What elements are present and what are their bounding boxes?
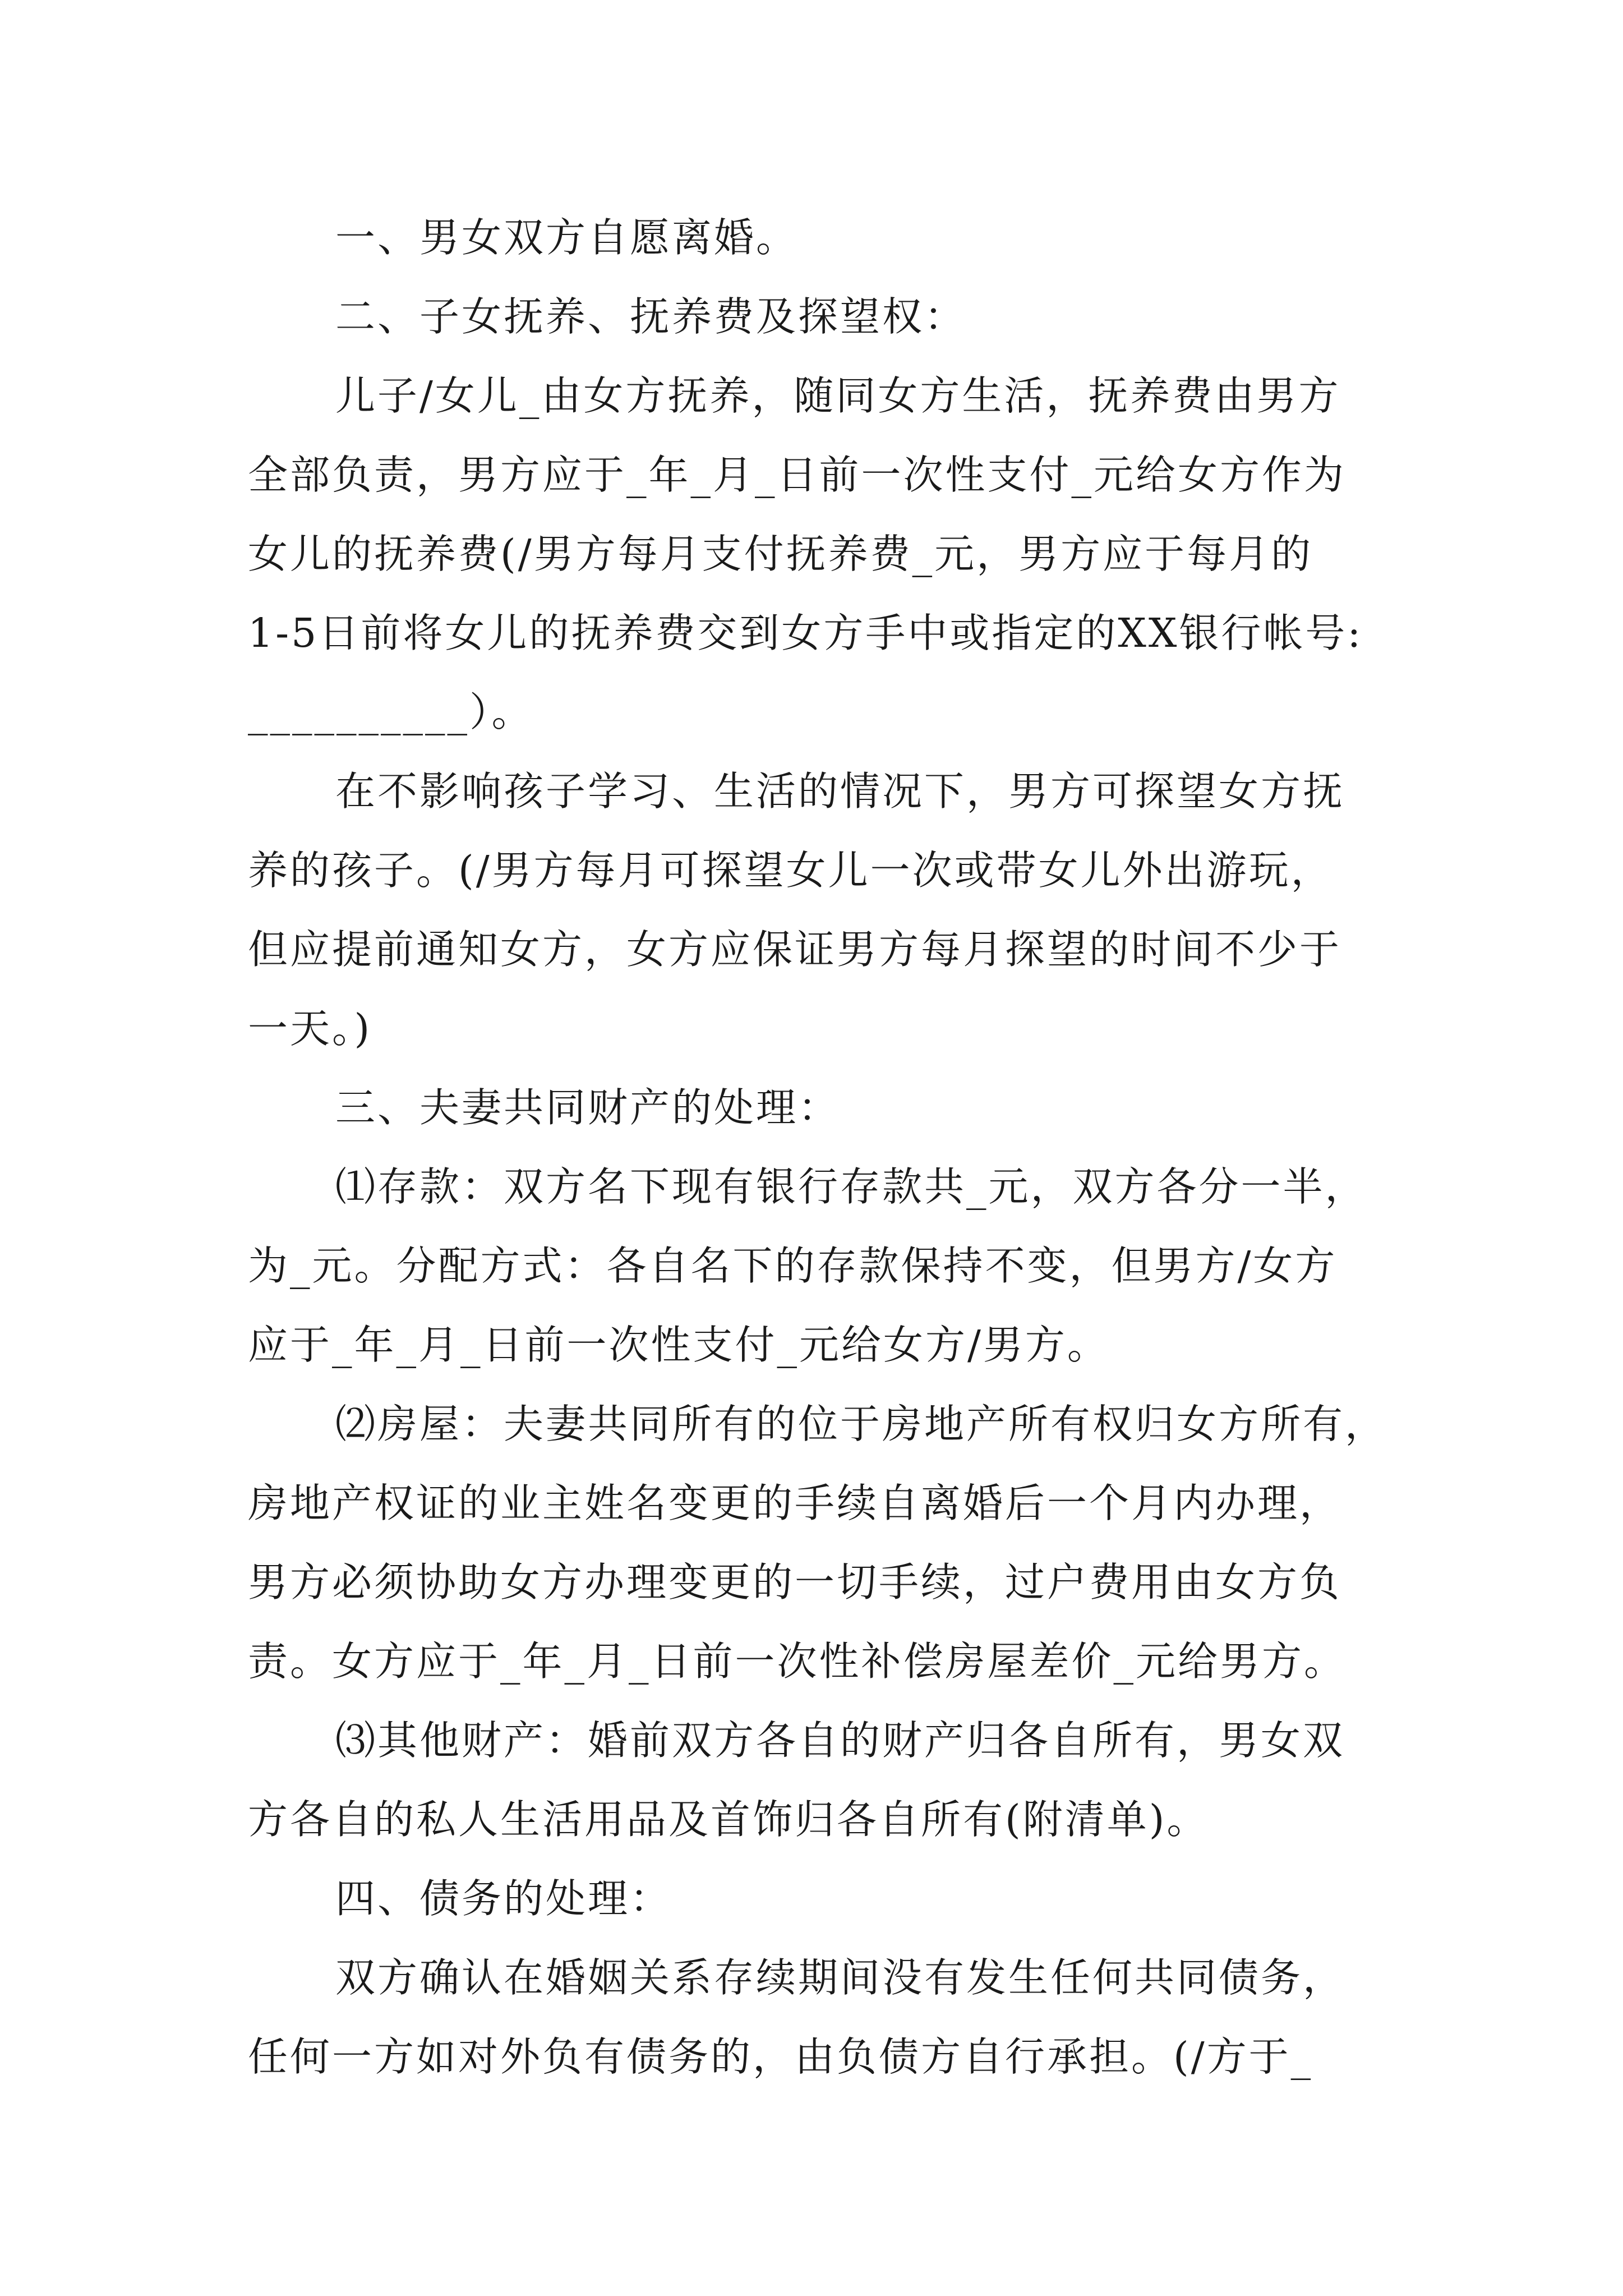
text-line: 应于_年_月_日前一次性支付_元给女方/男方。 — [248, 1322, 1109, 1368]
text-line: 养的孩子。(/男方每月可探望女儿一次或带女儿外出游玩， — [248, 847, 1333, 894]
text-line: 儿子/女儿_由女方抚养，随同女方生活，抚养费由男方 — [335, 372, 1341, 419]
text-line: 方各自的私人生活用品及首饰归各自所有(附清单)。 — [248, 1796, 1209, 1843]
document-body — [248, 198, 1392, 2096]
text-line: ⑴存款：双方名下现有银行存款共_元，双方各分一半， — [335, 1163, 1367, 1210]
text-line: 但应提前通知女方，女方应保证男方每月探望的时间不少于 — [248, 926, 1342, 973]
text-line: __________）。 — [248, 689, 534, 735]
text-line: 二、子女抚养、抚养费及探望权： — [335, 293, 967, 340]
text-line: 一天。) — [248, 1005, 372, 1052]
text-line: 女儿的抚养费(/男方每月支付抚养费_元，男方应于每月的 — [248, 531, 1313, 577]
text-line: 四、债务的处理： — [335, 1875, 672, 1922]
text-line: ⑶其他财产：婚前双方各自的财产归各自所有，男女双 — [335, 1717, 1345, 1764]
text-line: 三、夫妻共同财产的处理： — [335, 1084, 841, 1131]
text-line: 1-5日前将女儿的抚养费交到女方手中或指定的XX银行帐号: — [248, 610, 1363, 656]
text-line: 一、男女双方自愿离婚。 — [335, 214, 799, 261]
text-line: 男方必须协助女方办理变更的一切手续，过户费用由女方负 — [248, 1559, 1342, 1605]
text-line: 房地产权证的业主姓名变更的手续自离婚后一个月内办理， — [248, 1480, 1342, 1526]
text-line: 全部负责，男方应于_年_月_日前一次性支付_元给女方作为 — [248, 452, 1347, 498]
text-line: 双方确认在婚姻关系存续期间没有发生任何共同债务， — [335, 1954, 1345, 2001]
text-line: 任何一方如对外负有债务的，由负债方自行承担。(/方于_ — [248, 2033, 1313, 2080]
text-line: 为_元。分配方式：各自名下的存款保持不变，但男方/女方 — [248, 1243, 1338, 1289]
text-line: 在不影响孩子学习、生活的情况下，男方可探望女方抚 — [335, 768, 1345, 815]
text-line: ⑵房屋：夫妻共同所有的位于房地产所有权归女方所有， — [335, 1401, 1387, 1447]
text-line: 责。女方应于_年_月_日前一次性补偿房屋差价_元给男方。 — [248, 1638, 1347, 1685]
